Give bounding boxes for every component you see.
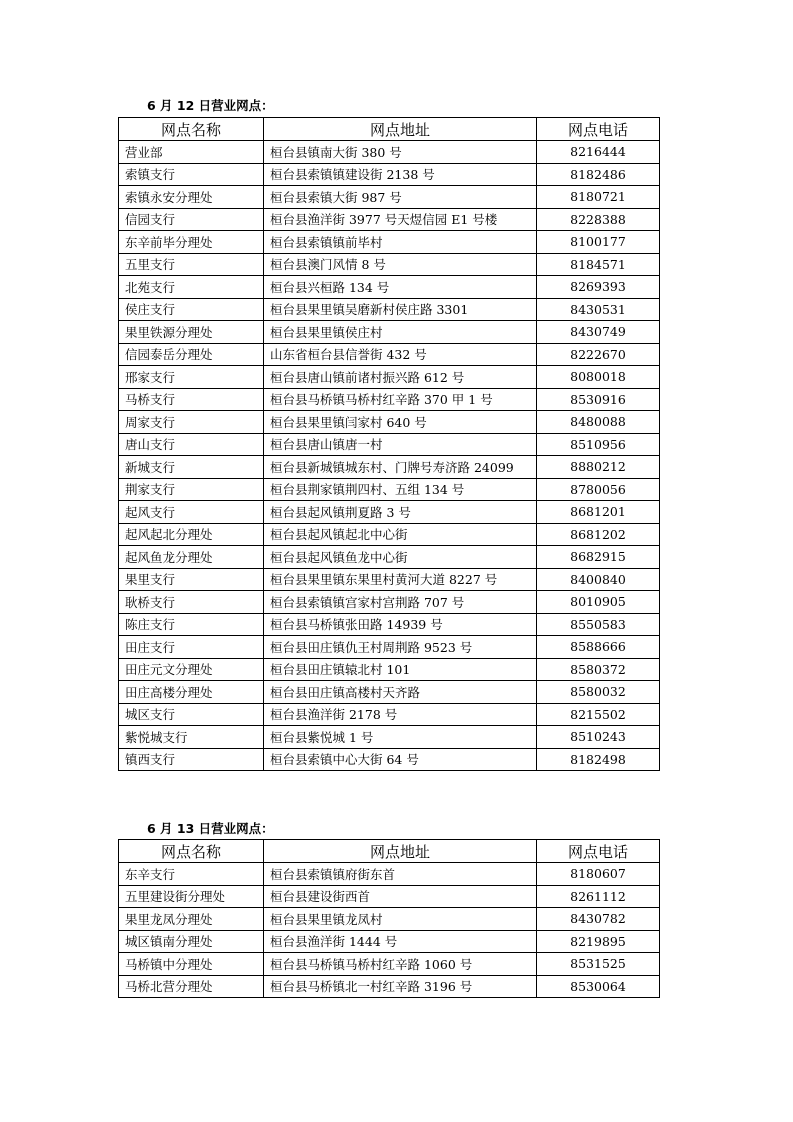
branch-address-cell: 桓台县渔洋街 1444 号 xyxy=(264,930,537,953)
branch-name-cell: 田庄支行 xyxy=(119,636,264,659)
branch-name-cell: 田庄高楼分理处 xyxy=(119,681,264,704)
branch-address-cell: 桓台县兴桓路 134 号 xyxy=(264,276,537,299)
branch-phone-cell: 8510956 xyxy=(537,433,660,456)
section-title-jun12: 6 月 12 日营业网点： xyxy=(147,98,274,113)
branch-phone-cell: 8580032 xyxy=(537,681,660,704)
table-row xyxy=(119,953,660,976)
branch-address-cell: 桓台县唐山镇前诸村振兴路 612 号 xyxy=(264,366,537,389)
table-row xyxy=(119,975,660,998)
branch-address-cell: 桓台县果里镇吴磨新村侯庄路 3301 xyxy=(264,298,537,321)
branch-phone-cell: 8222670 xyxy=(537,343,660,366)
branch-phone-cell: 8430531 xyxy=(537,298,660,321)
branch-name-cell: 五里建设街分理处 xyxy=(119,885,264,908)
branch-name-cell: 唐山支行 xyxy=(119,433,264,456)
branch-phone-cell: 8010905 xyxy=(537,591,660,614)
branch-phone-cell: 8080018 xyxy=(537,366,660,389)
table-row xyxy=(119,253,660,276)
table-row xyxy=(119,930,660,953)
branch-address-cell: 桓台县马桥镇北一村红辛路 3196 号 xyxy=(264,975,537,998)
branch-phone-cell: 8182498 xyxy=(537,748,660,771)
table-row xyxy=(119,501,660,524)
table-row xyxy=(119,681,660,704)
branch-address-cell: 桓台县索镇镇府街东首 xyxy=(264,863,537,886)
table-row xyxy=(119,885,660,908)
branch-name-cell: 果里龙凤分理处 xyxy=(119,908,264,931)
branch-phone-cell: 8780056 xyxy=(537,478,660,501)
branch-name-cell: 城区支行 xyxy=(119,703,264,726)
branch-name-cell: 荆家支行 xyxy=(119,478,264,501)
column-header-phone: 网点电话 xyxy=(537,118,660,141)
branch-table-jun12 xyxy=(118,117,660,771)
branch-phone-cell: 8580372 xyxy=(537,658,660,681)
branch-phone-cell: 8216444 xyxy=(537,141,660,164)
table-body xyxy=(119,141,660,771)
branch-address-cell: 桓台县果里镇东果里村黄河大道 8227 号 xyxy=(264,568,537,591)
table-row xyxy=(119,366,660,389)
table-row xyxy=(119,636,660,659)
branch-phone-cell: 8681202 xyxy=(537,523,660,546)
branch-address-cell: 桓台县索镇镇前毕村 xyxy=(264,231,537,254)
column-header-name: 网点名称 xyxy=(119,118,264,141)
table-row xyxy=(119,388,660,411)
branch-name-cell: 五里支行 xyxy=(119,253,264,276)
branch-phone-cell: 8261112 xyxy=(537,885,660,908)
branch-phone-cell: 8400840 xyxy=(537,568,660,591)
table-row xyxy=(119,208,660,231)
branch-phone-cell: 8681201 xyxy=(537,501,660,524)
branch-phone-cell: 8180607 xyxy=(537,863,660,886)
branch-phone-cell: 8430782 xyxy=(537,908,660,931)
table-header-row xyxy=(119,840,660,863)
branch-address-cell: 桓台县果里镇侯庄村 xyxy=(264,321,537,344)
table-row xyxy=(119,456,660,479)
branch-address-cell: 桓台县田庄镇仇王村周荆路 9523 号 xyxy=(264,636,537,659)
table-row xyxy=(119,658,660,681)
table-row xyxy=(119,748,660,771)
branch-phone-cell: 8184571 xyxy=(537,253,660,276)
branch-phone-cell: 8682915 xyxy=(537,546,660,569)
table-row xyxy=(119,276,660,299)
table-row xyxy=(119,343,660,366)
table-row xyxy=(119,321,660,344)
branch-name-cell: 营业部 xyxy=(119,141,264,164)
branch-name-cell: 马桥北营分理处 xyxy=(119,975,264,998)
branch-name-cell: 田庄元文分理处 xyxy=(119,658,264,681)
table-row xyxy=(119,186,660,209)
branch-name-cell: 起风起北分理处 xyxy=(119,523,264,546)
table-row xyxy=(119,478,660,501)
branch-name-cell: 耿桥支行 xyxy=(119,591,264,614)
branch-name-cell: 果里支行 xyxy=(119,568,264,591)
branch-name-cell: 邢家支行 xyxy=(119,366,264,389)
branch-name-cell: 紫悦城支行 xyxy=(119,726,264,749)
table-row xyxy=(119,231,660,254)
branch-name-cell: 索镇支行 xyxy=(119,163,264,186)
branch-address-cell: 桓台县索镇中心大街 64 号 xyxy=(264,748,537,771)
branch-phone-cell: 8550583 xyxy=(537,613,660,636)
table-row xyxy=(119,908,660,931)
branch-phone-cell: 8182486 xyxy=(537,163,660,186)
branch-phone-cell: 8480088 xyxy=(537,411,660,434)
branch-address-cell: 桓台县果里镇龙凤村 xyxy=(264,908,537,931)
branch-address-cell: 桓台县镇南大街 380 号 xyxy=(264,141,537,164)
table-row xyxy=(119,298,660,321)
table-row xyxy=(119,523,660,546)
branch-phone-cell: 8530916 xyxy=(537,388,660,411)
branch-phone-cell: 8100177 xyxy=(537,231,660,254)
column-header-address: 网点地址 xyxy=(264,840,537,863)
table-row xyxy=(119,433,660,456)
branch-name-cell: 侯庄支行 xyxy=(119,298,264,321)
branch-phone-cell: 8430749 xyxy=(537,321,660,344)
branch-name-cell: 北苑支行 xyxy=(119,276,264,299)
branch-table-jun13 xyxy=(118,839,660,998)
branch-phone-cell: 8530064 xyxy=(537,975,660,998)
branch-name-cell: 城区镇南分理处 xyxy=(119,930,264,953)
table-row xyxy=(119,591,660,614)
branch-name-cell: 镇西支行 xyxy=(119,748,264,771)
branch-name-cell: 陈庄支行 xyxy=(119,613,264,636)
branch-phone-cell: 8880212 xyxy=(537,456,660,479)
table-row xyxy=(119,568,660,591)
table-row xyxy=(119,163,660,186)
branch-address-cell: 桓台县渔洋街 2178 号 xyxy=(264,703,537,726)
branch-name-cell: 索镇永安分理处 xyxy=(119,186,264,209)
table-row xyxy=(119,411,660,434)
branch-address-cell: 桓台县马桥镇马桥村红辛路 370 甲 1 号 xyxy=(264,388,537,411)
column-header-phone: 网点电话 xyxy=(537,840,660,863)
branch-address-cell: 桓台县渔洋街 3977 号天煜信园 E1 号楼 xyxy=(264,208,537,231)
column-header-name: 网点名称 xyxy=(119,840,264,863)
branch-phone-cell: 8588666 xyxy=(537,636,660,659)
branch-name-cell: 信园泰岳分理处 xyxy=(119,343,264,366)
branch-phone-cell: 8531525 xyxy=(537,953,660,976)
branch-address-cell: 桓台县田庄镇高楼村天齐路 xyxy=(264,681,537,704)
branch-address-cell: 桓台县果里镇闫家村 640 号 xyxy=(264,411,537,434)
branch-address-cell: 桓台县索镇镇宫家村宫荆路 707 号 xyxy=(264,591,537,614)
table-row xyxy=(119,141,660,164)
branch-address-cell: 桓台县索镇大街 987 号 xyxy=(264,186,537,209)
branch-address-cell: 桓台县索镇镇建设街 2138 号 xyxy=(264,163,537,186)
branch-address-cell: 桓台县建设街西首 xyxy=(264,885,537,908)
table-row xyxy=(119,726,660,749)
branch-name-cell: 信园支行 xyxy=(119,208,264,231)
branch-address-cell: 桓台县田庄镇辕北村 101 xyxy=(264,658,537,681)
column-header-address: 网点地址 xyxy=(264,118,537,141)
branch-address-cell: 桓台县澳门风情 8 号 xyxy=(264,253,537,276)
branch-address-cell: 桓台县紫悦城 1 号 xyxy=(264,726,537,749)
branch-name-cell: 马桥镇中分理处 xyxy=(119,953,264,976)
branch-phone-cell: 8510243 xyxy=(537,726,660,749)
branch-address-cell: 桓台县马桥镇马桥村红辛路 1060 号 xyxy=(264,953,537,976)
branch-address-cell: 桓台县起风镇起北中心街 xyxy=(264,523,537,546)
branch-address-cell: 桓台县马桥镇张田路 14939 号 xyxy=(264,613,537,636)
branch-address-cell: 山东省桓台县信誉街 432 号 xyxy=(264,343,537,366)
branch-address-cell: 桓台县起风镇鱼龙中心街 xyxy=(264,546,537,569)
branch-name-cell: 马桥支行 xyxy=(119,388,264,411)
branch-name-cell: 东辛前毕分理处 xyxy=(119,231,264,254)
branch-address-cell: 桓台县荆家镇荆四村、五组 134 号 xyxy=(264,478,537,501)
branch-name-cell: 新城支行 xyxy=(119,456,264,479)
branch-phone-cell: 8180721 xyxy=(537,186,660,209)
section-title-jun13: 6 月 13 日营业网点： xyxy=(147,821,274,836)
table-row xyxy=(119,546,660,569)
branch-name-cell: 起风鱼龙分理处 xyxy=(119,546,264,569)
branch-phone-cell: 8269393 xyxy=(537,276,660,299)
branch-name-cell: 起风支行 xyxy=(119,501,264,524)
branch-name-cell: 果里铁源分理处 xyxy=(119,321,264,344)
branch-name-cell: 东辛支行 xyxy=(119,863,264,886)
branch-name-cell: 周家支行 xyxy=(119,411,264,434)
branch-address-cell: 桓台县唐山镇唐一村 xyxy=(264,433,537,456)
table-row xyxy=(119,613,660,636)
table-row xyxy=(119,703,660,726)
table-body xyxy=(119,863,660,998)
table-row xyxy=(119,863,660,886)
branch-phone-cell: 8215502 xyxy=(537,703,660,726)
branch-phone-cell: 8219895 xyxy=(537,930,660,953)
branch-address-cell: 桓台县新城镇城东村、门牌号寿济路 24099 xyxy=(264,456,537,479)
branch-phone-cell: 8228388 xyxy=(537,208,660,231)
branch-address-cell: 桓台县起风镇荆夏路 3 号 xyxy=(264,501,537,524)
table-header-row xyxy=(119,118,660,141)
